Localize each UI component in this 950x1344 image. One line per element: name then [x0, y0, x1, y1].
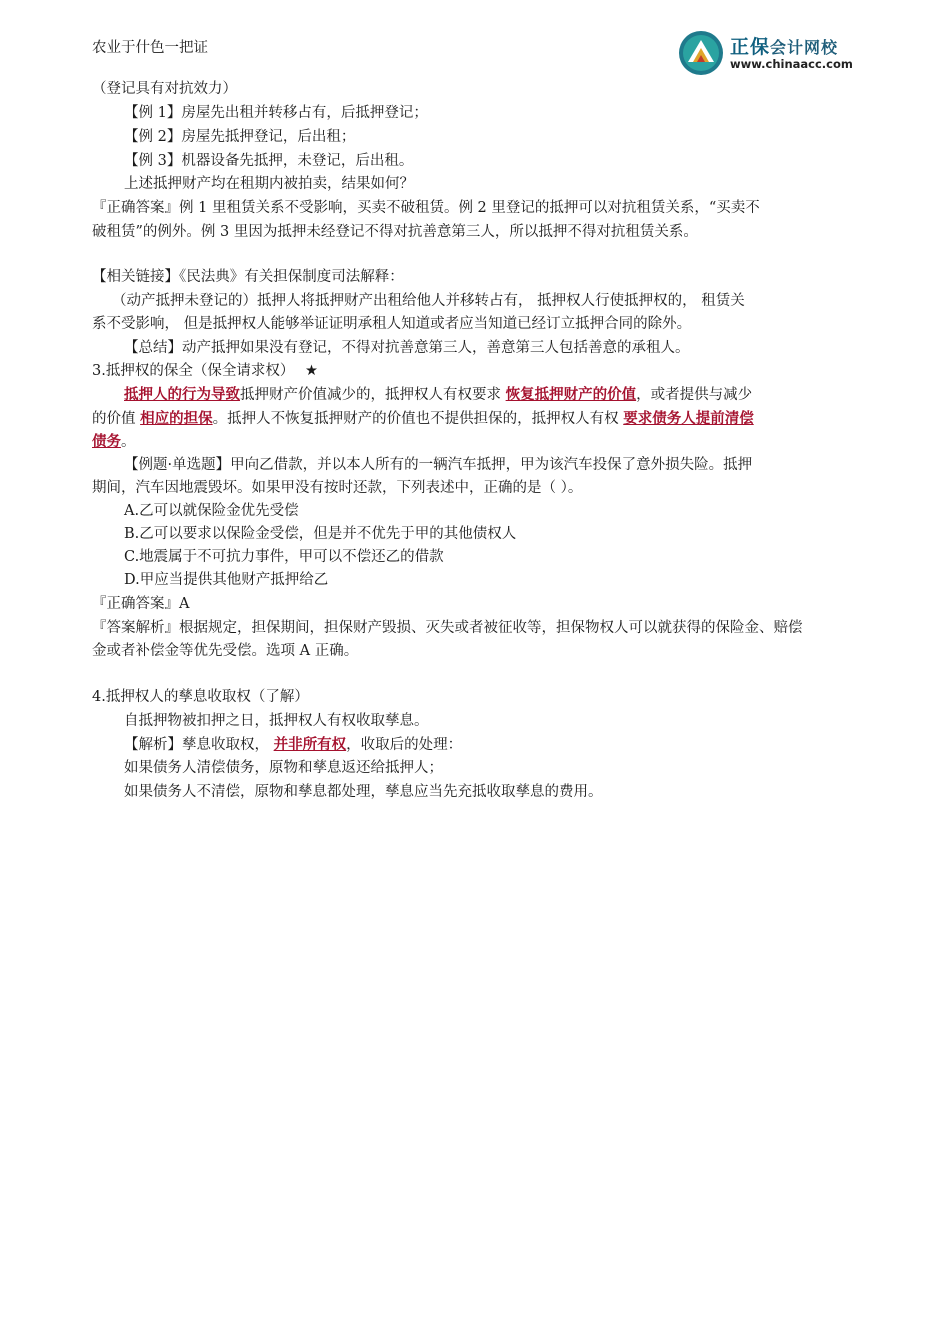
section-4-line-4: 如果债务人不清偿，原物和孳息都处理，孳息应当先充抵收取孳息的费用。	[124, 784, 603, 800]
section-4-line-3: 如果债务人清偿债务，原物和孳息返还给抵押人；	[124, 760, 443, 776]
star-icon: ★	[304, 363, 318, 379]
section-4-line-2: 【解析】孳息收取权， 并非所有权，收取后的处理：	[124, 736, 463, 753]
cut-off-top-line: 农业于什色一把证	[92, 40, 208, 56]
option-b: B.乙可以要求以保险金受偿，但是并不优先于甲的其他债权人	[124, 526, 517, 542]
chinaacc-logo	[678, 30, 868, 76]
option-c: C.地震属于不可抗力事件，甲可以不偿还乙的借款	[124, 549, 444, 565]
section-3-para-3: 债务。	[92, 433, 136, 450]
section-3-heading: 3.抵押权的保全（保全请求权） ★	[92, 363, 318, 379]
registration-note: （登记具有对抗效力）	[92, 81, 237, 97]
section-4-line-1: 自抵押物被扣押之日，抵押权人有权收取孳息。	[124, 713, 429, 729]
logo-url: www.chinaacc.com	[730, 57, 853, 71]
analysis-line-1: 『答案解析』根据规定，担保期间，担保财产毁损、灭失或者被征收等，担保物权人可以就获得的保险金、赔偿	[92, 620, 803, 636]
summary: 【总结】动产抵押如果没有登记，不得对抗善意第三人，善意第三人包括善意的承租人。	[124, 340, 690, 356]
example-1: 【例 1】房屋先出租并转移占有，后抵押登记；	[124, 105, 428, 121]
related-link-title: 【相关链接】《民法典》有关担保制度司法解释：	[92, 269, 404, 285]
section-3-para-1: 抵押人的行为导致抵押财产价值减少的，抵押权人有权要求 恢复抵押财产的价值，或者提供与减少	[124, 386, 753, 403]
logo-name: 正保会计网校	[730, 36, 839, 58]
example-question: 上述抵押财产均在租期内被拍卖，结果如何？	[124, 176, 414, 192]
answer-line-2: 破租赁”的例外。例 3 里因为抵押未经登记不得对抗善意第三人，所以抵押不得对抗租赁关系。	[92, 224, 698, 240]
logo-emblem-icon	[678, 30, 724, 76]
example-2: 【例 2】房屋先抵押登记，后出租；	[124, 129, 356, 145]
option-d: D.甲应当提供其他财产抵押给乙	[124, 572, 329, 588]
related-link-text-1: （动产抵押未登记的）抵押人将抵押财产出租给他人并移转占有， 抵押权人行使抵押权的， 租赁关	[112, 293, 745, 309]
related-link-text-2: 系不受影响， 但是抵押权人能够举证证明承租人知道或者应当知道已经订立抵押合同的除外。	[92, 316, 692, 332]
analysis-line-2: 金或者补偿金等优先受偿。选项 A 正确。	[92, 643, 359, 659]
section-4-heading: 4.抵押权人的孳息收取权（了解）	[92, 689, 309, 705]
exercise-stem-1: 【例题·单选题】甲向乙借款，并以本人所有的一辆汽车抵押，甲为该汽车投保了意外损失险。抵押	[124, 457, 753, 473]
example-3: 【例 3】机器设备先抵押，未登记，后出租。	[124, 153, 414, 169]
section-3-para-2: 的价值 相应的担保。抵押人不恢复抵押财产的价值也不提供担保的，抵押权人有权 要求债务人提前清偿	[92, 410, 754, 427]
option-a: A.乙可以就保险金优先受偿	[124, 503, 299, 519]
exercise-stem-2: 期间，汽车因地震毁坏。如果甲没有按时还款，下列表述中，正确的是（ ）。	[92, 480, 583, 496]
exercise-answer: 『正确答案』A	[92, 596, 190, 612]
answer-line-1: 『正确答案』例 1 里租赁关系不受影响，买卖不破租赁。例 2 里登记的抵押可以对抗租赁关系，“买卖不	[92, 200, 760, 216]
